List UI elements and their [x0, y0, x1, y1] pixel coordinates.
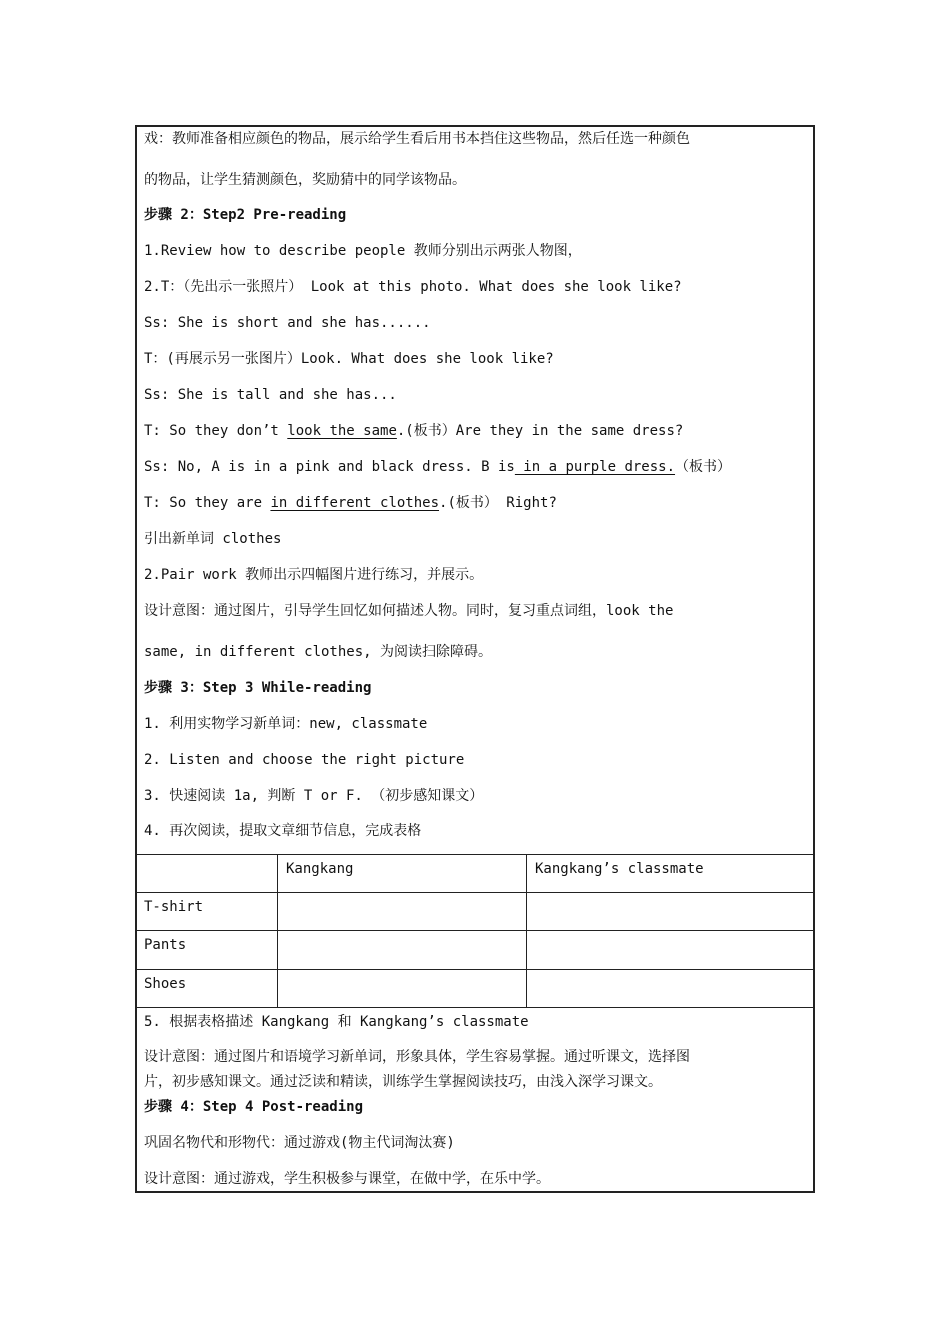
text-line: same, in different clothes, 为阅读扫除障碍。	[144, 644, 493, 660]
text-line: T：(再展示另一张图片）Look. What does she look like?	[144, 351, 554, 367]
text-line: Ss: She is tall and she has...	[144, 387, 397, 403]
text-line: 引出新单词 clothes	[144, 531, 282, 547]
text-line: 2.Pair work 教师出示四幅图片进行练习，并展示。	[144, 567, 484, 583]
text-line: 1. 利用实物学习新单词：new, classmate	[144, 716, 428, 732]
text-line	[144, 458, 731, 476]
step-4-heading: 步骤 4：Step 4 Post-reading	[144, 1099, 364, 1115]
text-line: 的物品，让学生猜测颜色，奖励猜中的同学该物品。	[144, 172, 466, 188]
text-line: 2. Listen and choose the right picture	[144, 752, 465, 768]
table-row-label: T-shirt	[144, 899, 204, 915]
text-line: 1.Review how to describe people 教师分别出示两张人物图，	[144, 243, 582, 259]
design-intent: 设计意图：通过游戏，学生积极参与课堂，在做中学，在乐中学。	[144, 1171, 550, 1187]
table-header: Kangkang	[286, 861, 354, 877]
table-row-label: Pants	[144, 937, 187, 953]
underlined-phrase: look the same	[287, 423, 397, 439]
text-line: 5. 根据表格描述 Kangkang 和 Kangkang’s classmate	[144, 1014, 529, 1030]
text-plain: Ss: No, A is in a pink and black dress. B is	[144, 459, 515, 475]
text-line: 戏：教师准备相应颜色的物品，展示给学生看后用书本挡住这些物品，然后任选一种颜色	[144, 131, 690, 147]
text-line	[144, 494, 557, 512]
table-border	[526, 854, 527, 1007]
text-line: Ss: She is short and she has......	[144, 315, 431, 331]
text-plain: （板书）	[675, 459, 732, 475]
text-line	[144, 422, 683, 440]
text-line: 3. 快速阅读 1a, 判断 T or F. （初步感知课文）	[144, 788, 484, 804]
table-border	[135, 892, 815, 893]
step-3-heading: 步骤 3：Step 3 While-reading	[144, 680, 372, 696]
text-plain: T: So they are	[144, 495, 271, 511]
design-intent: 设计意图：通过图片，引导学生回忆如何描述人物。同时，复习重点词组，look the	[144, 603, 674, 619]
table-border	[135, 1007, 815, 1008]
text-line: 4. 再次阅读，提取文章细节信息，完成表格	[144, 823, 422, 839]
table-border	[135, 969, 815, 970]
text-plain: .(板书）Are they in the same dress?	[396, 423, 684, 439]
text-plain: .(板书） Right?	[439, 495, 557, 511]
table-row-label: Shoes	[144, 976, 187, 992]
underlined-phrase: in different clothes	[270, 495, 440, 511]
table-border	[135, 930, 815, 931]
text-plain: T: So they don’t	[144, 423, 288, 439]
table-border	[277, 854, 278, 1007]
step-2-heading: 步骤 2：Step2 Pre-reading	[144, 207, 347, 223]
table-header: Kangkang’s classmate	[535, 861, 704, 877]
underlined-phrase: in a purple dress.	[514, 459, 676, 475]
text-line: 2.T：（先出示一张照片） Look at this photo. What does she look like?	[144, 279, 682, 295]
design-intent: 设计意图：通过图片和语境学习新单词，形象具体，学生容易掌握。通过听课文，选择图	[144, 1049, 690, 1065]
text-line: 巩固名物代和形物代：通过游戏(物主代词淘汰赛)	[144, 1135, 455, 1151]
text-line: 片，初步感知课文。通过泛读和精读，训练学生掌握阅读技巧，由浅入深学习课文。	[144, 1074, 662, 1090]
table-border	[135, 854, 815, 855]
